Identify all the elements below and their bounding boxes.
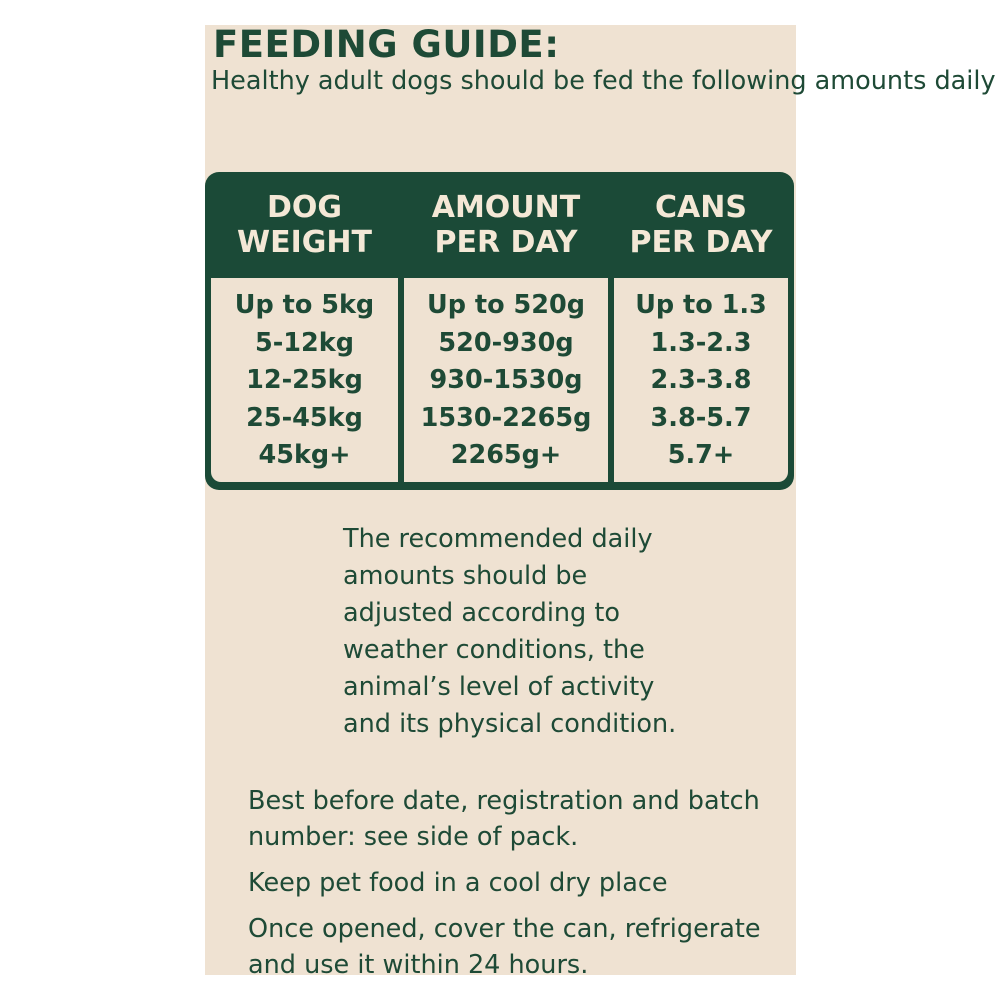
page-title: FEEDING GUIDE: — [213, 23, 560, 66]
table-cell: 1.3-2.3 — [650, 327, 752, 358]
storage-text: Keep pet food in a cool dry place — [248, 868, 668, 898]
table-cell: 5.7+ — [667, 440, 735, 470]
once-opened-text: Once opened, cover the can, refrigerate and use it within 24 hours. — [248, 914, 761, 980]
best-before-text: Best before date, registration and batch number: see side of pack. — [248, 786, 760, 852]
header-amount-per-day: AMOUNT PER DAY — [431, 190, 581, 260]
table-cell: 5-12kg — [254, 327, 355, 358]
header-dog-weight: DOG WEIGHT — [237, 190, 372, 260]
table-cell: 3.8-5.7 — [650, 402, 752, 433]
amount-per-day-column — [404, 278, 608, 482]
table-cell: 25-45kg — [246, 402, 363, 433]
recommendation-note: The recommended daily amounts should be adjusted according to weather conditions, the animal’s level of activity and its physical condition. — [343, 524, 677, 739]
intro-text: Healthy adult dogs should be fed the following amounts daily — [211, 66, 996, 96]
table-cell: 2265g+ — [450, 440, 562, 470]
table-cell: Up to 1.3 — [635, 290, 767, 320]
storage-instructions — [248, 783, 808, 983]
table-cell: Up to 520g — [427, 290, 585, 320]
table-cell: 1530-2265g — [420, 402, 592, 433]
feeding-guide-panel — [205, 23, 996, 980]
table-cell: 520-930g — [438, 327, 574, 358]
dog-weight-column — [211, 278, 398, 482]
table-cell: 930-1530g — [429, 365, 583, 395]
cans-per-day-column — [614, 278, 788, 482]
table-cell: 45kg+ — [258, 440, 351, 470]
feeding-table — [205, 172, 794, 490]
table-cell: Up to 5kg — [234, 290, 375, 320]
table-cell: 12-25kg — [246, 365, 363, 395]
header-cans-per-day: CANS PER DAY — [629, 190, 773, 260]
table-cell: 2.3-3.8 — [650, 365, 752, 395]
